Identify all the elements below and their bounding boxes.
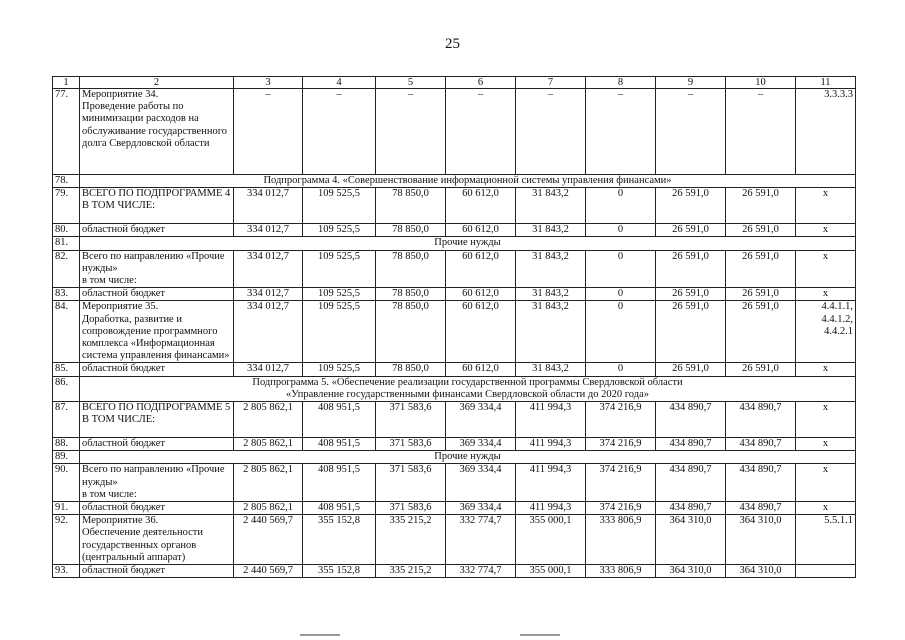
amount-cell: 60 612,0 [446,250,516,288]
amount-cell: 109 525,5 [303,250,376,288]
amount-cell: 371 583,6 [376,464,446,502]
row-number: 77. [53,89,80,175]
amount-cell: 371 583,6 [376,402,446,438]
amount-cell: – [303,89,376,175]
section-heading-row [53,376,856,401]
amount-cell: 332 774,7 [446,515,516,565]
amount-cell: 109 525,5 [303,301,376,363]
item-name: областной бюджет [80,502,234,515]
table-row [53,288,856,301]
target-code: х [796,464,856,502]
amount-cell: 364 310,0 [726,515,796,565]
amount-cell: 31 843,2 [516,301,586,363]
amount-cell: 408 951,5 [303,464,376,502]
amount-cell: 26 591,0 [656,301,726,363]
amount-cell: 335 215,2 [376,565,446,578]
amount-cell: 60 612,0 [446,288,516,301]
row-number: 90. [53,464,80,502]
amount-cell: 355 000,1 [516,515,586,565]
amount-cell: 2 440 569,7 [234,515,303,565]
header-cell: 4 [303,77,376,89]
table-row [53,363,856,376]
amount-cell: 371 583,6 [376,502,446,515]
amount-cell: 374 216,9 [586,402,656,438]
row-number: 82. [53,250,80,288]
amount-cell: 31 843,2 [516,288,586,301]
item-name: областной бюджет [80,288,234,301]
row-number: 80. [53,224,80,237]
amount-cell: 109 525,5 [303,224,376,237]
header-cell: 11 [796,77,856,89]
amount-cell: 0 [586,363,656,376]
amount-cell: – [446,89,516,175]
table-row [53,502,856,515]
amount-cell: 60 612,0 [446,224,516,237]
amount-cell: 434 890,7 [656,402,726,438]
target-code: х [796,250,856,288]
target-code: х [796,402,856,438]
table-row [53,224,856,237]
amount-cell: 26 591,0 [656,188,726,224]
row-number: 87. [53,402,80,438]
target-code: 5.5.1.1 [796,515,856,565]
header-cell: 10 [726,77,796,89]
amount-cell: 369 334,4 [446,402,516,438]
item-name: Мероприятие 35. Доработка, развитие и сопровождение программного комплекса «Информационная система управления финансами» [80,301,234,363]
amount-cell: 434 890,7 [726,464,796,502]
target-code: х [796,502,856,515]
amount-cell: 332 774,7 [446,565,516,578]
amount-cell: 2 805 862,1 [234,464,303,502]
row-number: 81. [53,237,80,250]
item-name: областной бюджет [80,565,234,578]
amount-cell: 0 [586,188,656,224]
target-code: х [796,438,856,451]
amount-cell: 411 994,3 [516,438,586,451]
target-code: х [796,288,856,301]
amount-cell: 334 012,7 [234,224,303,237]
section-heading-row [53,237,856,250]
amount-cell: 0 [586,224,656,237]
header-cell: 3 [234,77,303,89]
amount-cell: 434 890,7 [656,502,726,515]
row-number: 84. [53,301,80,363]
item-name: Всего по направлению «Прочие нужды» в том числе: [80,250,234,288]
row-number: 85. [53,363,80,376]
table-row [53,301,856,363]
amount-cell: 26 591,0 [726,288,796,301]
header-cell: 2 [80,77,234,89]
amount-cell: 434 890,7 [726,502,796,515]
amount-cell: 78 850,0 [376,224,446,237]
table-row [53,250,856,288]
amount-cell: 109 525,5 [303,288,376,301]
amount-cell: 369 334,4 [446,464,516,502]
amount-cell: 434 890,7 [726,438,796,451]
amount-cell: 411 994,3 [516,402,586,438]
row-number: 88. [53,438,80,451]
amount-cell: 78 850,0 [376,188,446,224]
amount-cell: 374 216,9 [586,438,656,451]
amount-cell: 364 310,0 [656,565,726,578]
target-code: 4.4.1.1, 4.4.1.2, 4.4.2.1 [796,301,856,363]
amount-cell: 78 850,0 [376,250,446,288]
section-heading: Подпрограмма 5. «Обеспечение реализации государственной программы Свердловской области «Управление государственными финансами Свердловской области до 2020 года» [80,376,856,401]
amount-cell: 408 951,5 [303,502,376,515]
table-row [53,188,856,224]
section-heading: Прочие нужды [80,237,856,250]
header-cell: 6 [446,77,516,89]
amount-cell: 26 591,0 [656,288,726,301]
amount-cell: 434 890,7 [726,402,796,438]
page-number: 25 [445,36,460,52]
table-row [53,464,856,502]
header-cell: 7 [516,77,586,89]
amount-cell: 333 806,9 [586,565,656,578]
header-cell: 1 [53,77,80,89]
amount-cell: 31 843,2 [516,188,586,224]
amount-cell: 434 890,7 [656,438,726,451]
amount-cell: 109 525,5 [303,363,376,376]
amount-cell: 408 951,5 [303,438,376,451]
amount-cell: 408 951,5 [303,402,376,438]
amount-cell: 355 152,8 [303,565,376,578]
amount-cell: 26 591,0 [726,188,796,224]
amount-cell: 2 440 569,7 [234,565,303,578]
amount-cell: 0 [586,250,656,288]
amount-cell: 369 334,4 [446,438,516,451]
target-code [796,565,856,578]
section-heading-row [53,451,856,464]
amount-cell: 78 850,0 [376,288,446,301]
row-number: 93. [53,565,80,578]
amount-cell: 2 805 862,1 [234,502,303,515]
amount-cell: 60 612,0 [446,188,516,224]
item-name: областной бюджет [80,438,234,451]
amount-cell: 334 012,7 [234,188,303,224]
amount-cell: 434 890,7 [656,464,726,502]
amount-cell: 371 583,6 [376,438,446,451]
row-number: 78. [53,175,80,188]
amount-cell: 2 805 862,1 [234,438,303,451]
amount-cell: 109 525,5 [303,188,376,224]
amount-cell: 31 843,2 [516,250,586,288]
table-row [53,515,856,565]
amount-cell: 355 000,1 [516,565,586,578]
amount-cell: 411 994,3 [516,464,586,502]
amount-cell: 26 591,0 [726,224,796,237]
item-name: ВСЕГО ПО ПОДПРОГРАММЕ 5 В ТОМ ЧИСЛЕ: [80,402,234,438]
section-heading: Подпрограмма 4. «Совершенствование информационной системы управления финансами» [80,175,856,188]
row-number: 92. [53,515,80,565]
amount-cell: 355 152,8 [303,515,376,565]
program-finance-table [52,76,856,578]
amount-cell: 26 591,0 [726,363,796,376]
amount-cell: 334 012,7 [234,301,303,363]
item-name: Мероприятие 36. Обеспечение деятельности государственных органов (центральный аппарат) [80,515,234,565]
table-row [53,89,856,175]
row-number: 89. [53,451,80,464]
item-name: Всего по направлению «Прочие нужды» в том числе: [80,464,234,502]
section-heading-row [53,175,856,188]
target-code: 3.3.3.3 [796,89,856,175]
amount-cell: 364 310,0 [726,565,796,578]
amount-cell: 78 850,0 [376,363,446,376]
amount-cell: 334 012,7 [234,288,303,301]
amount-cell: 0 [586,288,656,301]
table-row [53,438,856,451]
amount-cell: 374 216,9 [586,464,656,502]
amount-cell: – [656,89,726,175]
section-heading: Прочие нужды [80,451,856,464]
amount-cell: 0 [586,301,656,363]
amount-cell: – [586,89,656,175]
row-number: 83. [53,288,80,301]
amount-cell: 26 591,0 [656,224,726,237]
amount-cell: 26 591,0 [656,250,726,288]
amount-cell: 364 310,0 [656,515,726,565]
scan-edge-mark [520,634,560,636]
amount-cell: 26 591,0 [726,250,796,288]
target-code: х [796,188,856,224]
amount-cell: – [726,89,796,175]
amount-cell: 369 334,4 [446,502,516,515]
amount-cell: 334 012,7 [234,250,303,288]
amount-cell: 333 806,9 [586,515,656,565]
amount-cell: 60 612,0 [446,301,516,363]
item-name: областной бюджет [80,363,234,376]
scan-edge-mark [300,634,340,636]
table-row [53,402,856,438]
column-number-header-row [53,77,856,89]
amount-cell: 31 843,2 [516,224,586,237]
amount-cell: 374 216,9 [586,502,656,515]
item-name: Мероприятие 34. Проведение работы по минимизации расходов на обслуживание государственного долга Свердловской области [80,89,234,175]
row-number: 79. [53,188,80,224]
header-cell: 5 [376,77,446,89]
header-cell: 8 [586,77,656,89]
target-code: х [796,363,856,376]
amount-cell: – [234,89,303,175]
amount-cell: 78 850,0 [376,301,446,363]
target-code: х [796,224,856,237]
row-number: 91. [53,502,80,515]
amount-cell: 2 805 862,1 [234,402,303,438]
amount-cell: 334 012,7 [234,363,303,376]
amount-cell: 31 843,2 [516,363,586,376]
amount-cell: – [376,89,446,175]
item-name: ВСЕГО ПО ПОДПРОГРАММЕ 4 В ТОМ ЧИСЛЕ: [80,188,234,224]
table-row [53,565,856,578]
amount-cell: 60 612,0 [446,363,516,376]
amount-cell: – [516,89,586,175]
amount-cell: 26 591,0 [656,363,726,376]
row-number: 86. [53,376,80,401]
item-name: областной бюджет [80,224,234,237]
amount-cell: 411 994,3 [516,502,586,515]
amount-cell: 26 591,0 [726,301,796,363]
amount-cell: 335 215,2 [376,515,446,565]
header-cell: 9 [656,77,726,89]
